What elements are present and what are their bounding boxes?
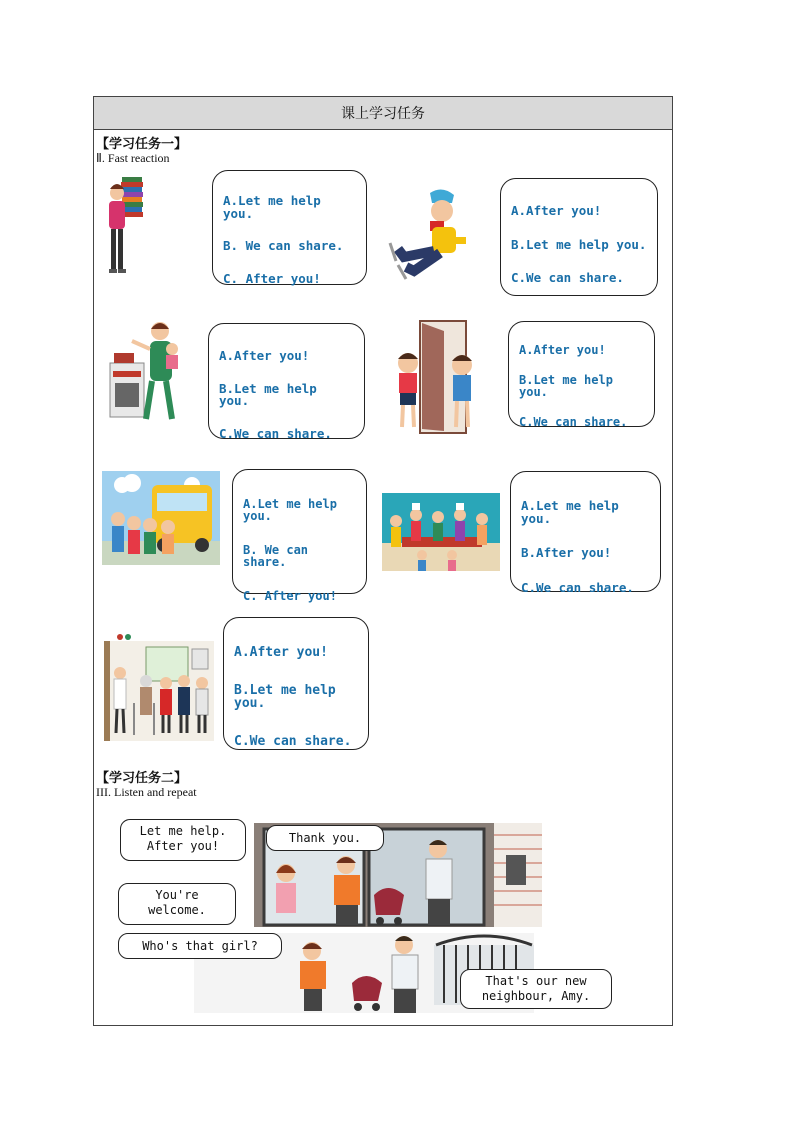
option-a[interactable]: A.After you!: [519, 343, 606, 357]
option-c[interactable]: C. After you!: [243, 589, 337, 603]
speech-bubble-thank-you: Thank you.: [266, 825, 384, 851]
answer-card-4: [508, 321, 655, 427]
option-b[interactable]: B.Let me help you.: [519, 373, 613, 399]
answer-card-7: [223, 617, 369, 750]
worksheet: [93, 96, 673, 1026]
speech-bubble-new-neighbour: That's our new neighbour, Amy.: [460, 969, 612, 1009]
option-a[interactable]: A.After you!: [219, 348, 310, 363]
people-queuing-clinic-illustration: [104, 633, 214, 741]
speech-bubble-whos-that-girl: Who's that girl?: [118, 933, 282, 959]
answer-card-5: [232, 469, 367, 603]
option-a[interactable]: A.Let me help you.: [521, 498, 619, 526]
option-b[interactable]: B. We can share.: [243, 543, 309, 569]
speech-bubble-let-me-help: Let me help. After you!: [120, 819, 246, 861]
option-c[interactable]: C.We can share.: [519, 415, 628, 429]
answer-card-2: [500, 178, 658, 296]
option-a[interactable]: A.After you!: [511, 203, 602, 218]
children-sharing-food-illustration: [382, 493, 500, 571]
option-b[interactable]: B.Let me help you.: [511, 236, 647, 252]
girl-carrying-books-illustration: [104, 175, 154, 285]
option-a[interactable]: A.After you!: [234, 645, 328, 660]
mother-cooking-with-baby-illustration: [108, 319, 183, 424]
children-at-door-illustration: [386, 319, 484, 437]
option-c[interactable]: C.We can share.: [234, 734, 352, 749]
task2-subtitle: III. Listen and repeat: [96, 785, 197, 799]
answer-card-6: [510, 471, 661, 595]
option-b[interactable]: B. We can share.: [223, 238, 344, 253]
answer-card-1: [212, 170, 367, 285]
task1-subtitle: Ⅱ. Fast reaction: [96, 151, 170, 165]
boy-fallen-skating-illustration: [384, 187, 474, 282]
option-a[interactable]: A.Let me help you.: [243, 497, 337, 523]
task2-title: 【学习任务二】: [96, 771, 188, 786]
page-title: 课上学习任务: [341, 106, 425, 122]
school-bus-children-illustration: [102, 471, 220, 565]
option-b[interactable]: B.After you!: [521, 545, 612, 560]
option-c[interactable]: C.We can share.: [521, 579, 634, 595]
option-c[interactable]: C.We can share.: [511, 270, 624, 285]
option-c[interactable]: C.We can share.: [219, 425, 332, 441]
speech-bubble-youre-welcome: You're welcome.: [118, 883, 236, 925]
task1-title: 【学习任务一】: [96, 137, 188, 152]
option-c[interactable]: C. After you!: [223, 270, 321, 286]
header-bar: [94, 97, 672, 130]
option-b[interactable]: B.Let me help you.: [234, 683, 336, 711]
answer-card-3: [208, 323, 365, 439]
option-b[interactable]: B.Let me help you.: [219, 380, 317, 408]
option-a[interactable]: A.Let me help you.: [223, 193, 321, 221]
